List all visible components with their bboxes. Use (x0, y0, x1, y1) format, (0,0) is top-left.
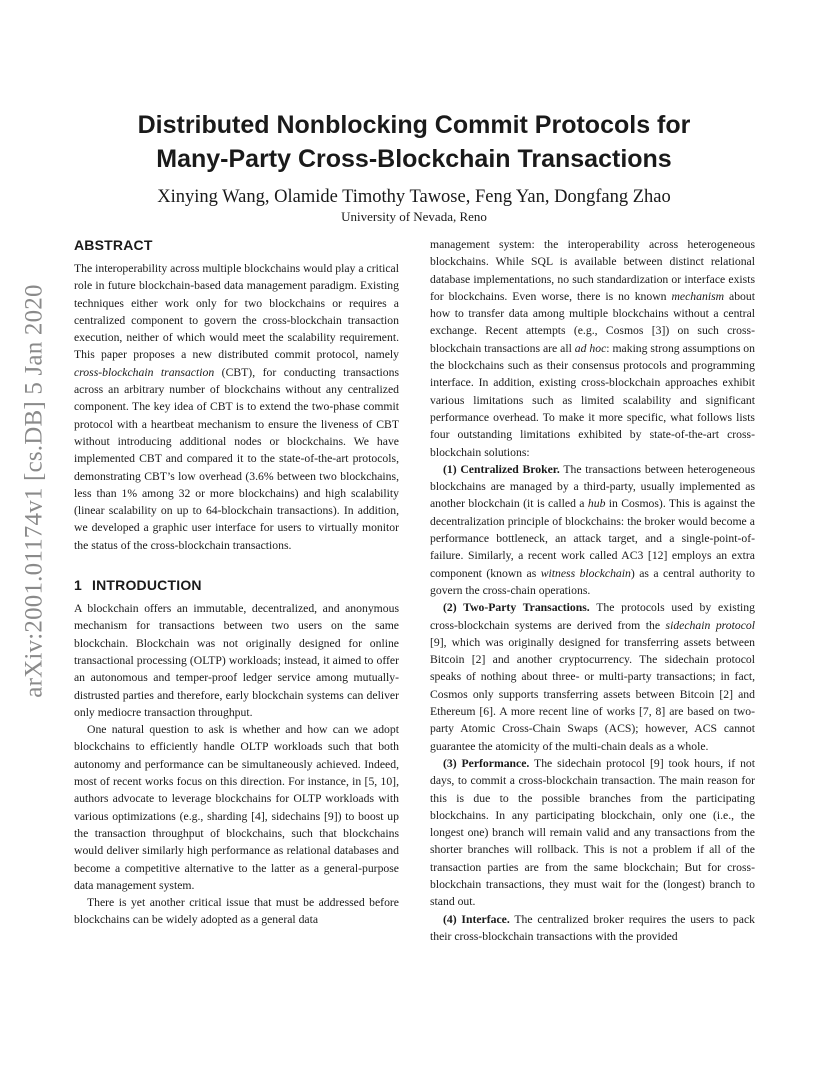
limitation-title: (2) Two-Party Transactions. (443, 601, 590, 615)
para-text: in Cosmos). This is against the decentralization principle of blockchains: the broker would become a performance bottleneck, an attack target, and a single-point-of-failure. Similarly, a recent work called AC3 [12] employs an extra component (known as (430, 497, 756, 580)
limitation-two-party (430, 599, 755, 755)
title-line-1: Distributed Nonblocking Commit Protocols for (137, 111, 691, 139)
para-text: ) as a central authority to govern the cross-chain operations. (430, 566, 755, 597)
affiliation: University of Nevada, Reno (341, 209, 487, 224)
left-column (74, 236, 399, 929)
emphasis-hub: hub (587, 497, 606, 511)
limitation-title: (3) Performance. (443, 756, 530, 770)
abstract-text-2: (CBT), for conducting transactions across an arbitrary number of blockchains without any centralized component. The key idea of CBT is to extend the two-phase commit protocol with a heartbeat mechanism to ensure the liveness of CBT without introducing additional nodes or blockchains. We have implemented CBT and compared it to the state-of-the-art protocols, demonstrating CBT’s low overhead (3.6% between two blockchains, less than 1% among 32 or more blockchains) and high scalability (linear scalability on up to 64-blockchain transactions). In addition, we developed a graphic user interface for users to virtually monitor the status of the cross-blockchain transactions. (74, 365, 400, 552)
emphasis-ad-hoc: ad hoc (574, 341, 607, 355)
emphasis-mechanism: mechanism (671, 289, 725, 303)
limitation-title: (4) Interface. (443, 912, 510, 926)
limitation-title: (1) Centralized Broker. (443, 462, 560, 476)
arxiv-id-text: arXiv:2001.01174v1 [cs.DB] 5 Jan 2020 (21, 284, 48, 698)
abstract-term: cross-blockchain transaction (74, 365, 215, 379)
para-text: The sidechain protocol [9] took hours, if not days, to commit a cross-blockchain transaction. The main reason for this is due to the possible branches from the participating blockchains. In any participating blockchain, only one (i.e., the longest one) branch will remain valid and any transactions from the shorter branches will rollback. This is not a problem if all of the transaction parties are from the same blockchain; But for cross-blockchain transactions, they must wait for the (longest) branch to stand out. (430, 756, 755, 909)
para-text: The centralized broker requires the users to pack their cross-blockchain transactions with the provided (430, 912, 755, 943)
author-list: Xinying Wang, Olamide Timothy Tawose, Feng Yan, Dongfang Zhao (157, 187, 671, 207)
abstract-text-1: The interoperability across multiple blockchains would play a critical role in future blockchain-based data management paradigm. Existing techniques either work only for two blockchains or requires a centralized component to govern the cross-blockchain transaction execution, neither of which would meet the scalability requirement. This paper proposes a new distributed commit protocol, namely (74, 262, 399, 362)
paper-title (74, 108, 754, 176)
para-text: : making strong assumptions on the blockchains such as their consensus protocols and programming interface. In addition, existing cross-blockchain approaches exhibit various limitations such as limited scalability and significant performance overhead. To make it more specific, what follows lists four outstanding limitations exhibited by state-of-the-art cross-blockchain solutions: (430, 341, 755, 459)
limitation-interface (430, 911, 755, 946)
emphasis-sidechain-protocol: sidechain protocol (665, 618, 755, 632)
intro-paragraph-2: One natural question to ask is whether and how can we adopt blockchains to efficiently handle OLTP workloads such that both autonomy and performance can be simultaneously achieved. Indeed, most of recent works focus on this direction. For instance, in [5, 10], authors advocate to leverage blockchains for OLTP workloads with various optimizations (e.g., sharding [4], sidechains [9]) to boost up the transaction throughput of blockchains, such that blockchains would deliver similarly high performance as relational databases and become a competitive alternative to the latter as a general-purpose data management system. (74, 723, 399, 892)
limitation-centralized-broker (430, 461, 755, 599)
arxiv-identifier (18, 284, 52, 698)
intro-paragraph-1: A blockchain offers an immutable, decentralized, and anonymous mechanism for transactions between two users on the same blockchain. Blockchain was not originally designed for online transactional processing (OLTP) workloads; instead, it aimed to offer an autonomous and temper-proof ledger service among mutually-distrusted parties and therefore, early blockchain systems can deliver only mediocre transaction throughput. (74, 602, 399, 719)
para-text: The protocols used by existing cross-blockchain systems are derived from the (430, 601, 755, 632)
abstract-heading: ABSTRACT (74, 237, 153, 253)
title-line-2: Many-Party Cross-Blockchain Transactions (156, 145, 672, 173)
section-title: INTRODUCTION (92, 577, 202, 594)
intro-paragraph-3: There is yet another critical issue that must be addressed before blockchains can be widely adopted as a general data (74, 896, 399, 927)
introduction-heading (74, 576, 399, 594)
section-number: 1 (74, 577, 82, 594)
para-text: [9], which was originally designed for transferring assets between Bitcoin [2] and another cryptocurrency. The sidechain protocol speaks of nothing about three- or multi-party transactions; in fact, Cosmos only supports transferring assets between Bitcoin [2] and Ethereum [6]. A more recent line of works [7, 8] are based on two-party Atomic Cross-Chain Swaps (ACS); however, ACS cannot guarantee the atomicity of the multi-chain deals as a whole. (430, 635, 755, 753)
para-text: about how to transfer data among multiple blockchains without a central exchange. Recent attempts (e.g., Cosmos [3]) on such cross-blockchain transactions are all (430, 289, 755, 355)
para-text: management system: the interoperability across heterogeneous blockchains. While SQL is available between distinct relational database implementations, no such standardization or interface exists for blockchains. Even worse, there is no known (430, 238, 755, 303)
right-column (430, 236, 755, 945)
interoperability-paragraph (430, 236, 755, 461)
limitation-performance (430, 755, 755, 911)
para-text: The transactions between heterogeneous blockchains are managed by a third-party, usually implemented as another blockchain (it is called a (430, 462, 755, 511)
emphasis-witness-blockchain: witness blockchain (540, 566, 631, 580)
abstract-paragraph (74, 260, 399, 554)
